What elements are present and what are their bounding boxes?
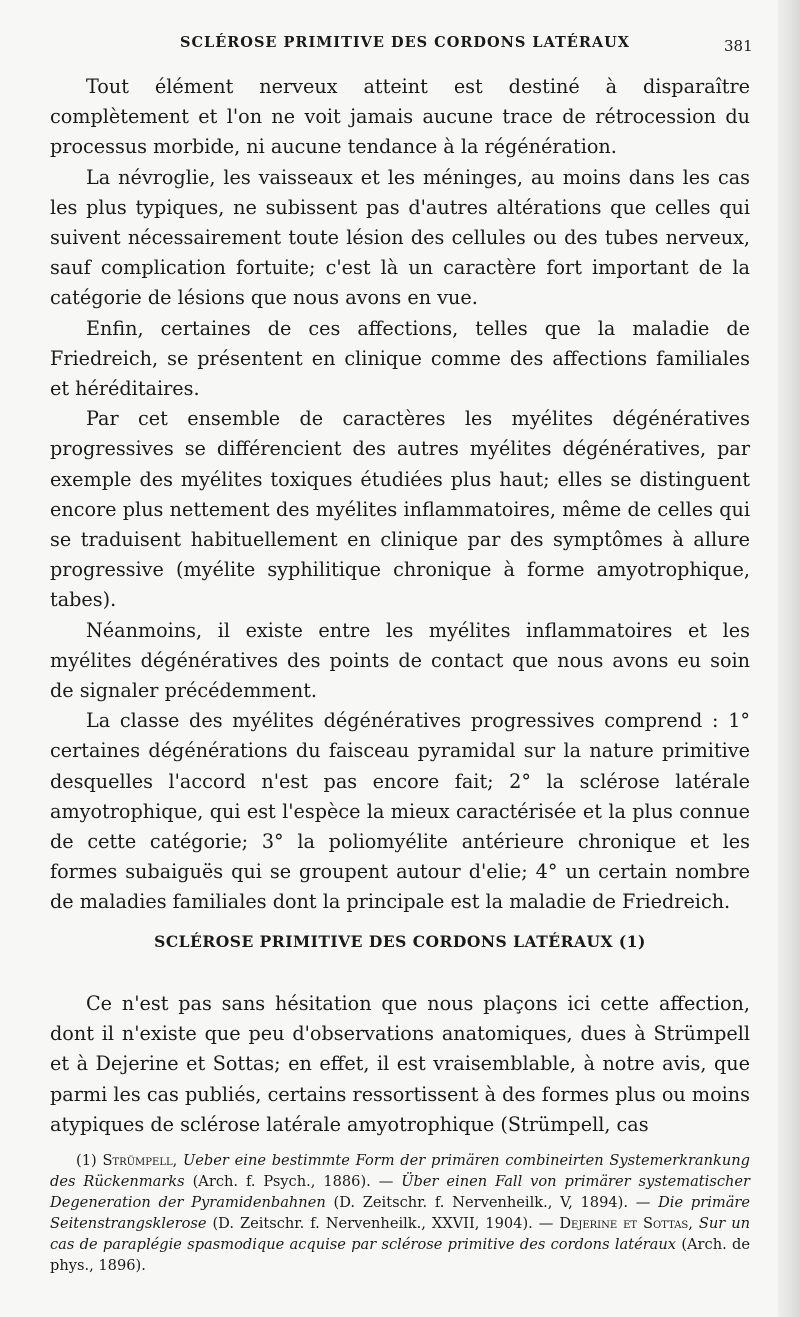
- footnote-source: (D. Zeitschr. f. Nervenheilk., V, 1894). —: [333, 1194, 651, 1211]
- section-text: [50, 989, 750, 1140]
- paragraph: Ce n'est pas sans hésitation que nous plaçons ici cette affection, dont il n'existe que peu d'observations anatomiques, dues à Strümpell et à Dejerine et Sottas; en effet, il est vraisemblable, à notre avis, que parmi les cas publiés, certains ressortissent à des formes plus ou moins atypiques de sclérose latérale amyotrophique (Strümpell, cas: [50, 992, 750, 1136]
- footnote-author: Strümpell,: [102, 1152, 178, 1169]
- page-edge-shadow: [778, 0, 800, 1317]
- paragraph: La classe des myélites dégénératives progressives comprend : 1° certaines dégénérations du faisceau pyramidal sur la nature primitive desquelles l'accord n'est pas encore fait; 2° la sclérose latérale amyotrophique, qui est l'espèce la mieux caractérisée et la plus connue de cette catégorie; 3° la poliomyélite antérieure chronique et les formes subaiguës qui se groupent autour d'elie; 4° un certain nombre de maladies familiales dont la principale est la maladie de Friedreich.: [50, 709, 750, 914]
- paragraph: Par cet ensemble de caractères les myélites dégénératives progressives se différencient des autres myélites dégénératives, par exemple des myélites toxiques étudiées plus haut; elles se distinguent encore plus nettement des myélites inflammatoires, même de celles qui se traduisent habituellement en clinique par des symptômes à allure progressive (myélite syphilitique chronique à forme amyotrophique, tabes).: [50, 407, 750, 612]
- footnote-source: (Arch. de phys., 1896).: [50, 1236, 751, 1274]
- footnote-source: (Arch. f. Psych., 1886). —: [192, 1173, 394, 1190]
- footnote-marker: (1): [76, 1152, 97, 1169]
- paragraph: Enfin, certaines de ces affections, telles que la maladie de Friedreich, se présentent en clinique comme des affections familiales et héréditaires.: [50, 316, 750, 401]
- footnote-source: (D. Zeitschr. f. Nervenheilk., XXVII, 1904). —: [212, 1215, 554, 1232]
- footnote: [50, 1150, 750, 1276]
- paragraph: Néanmoins, il existe entre les myélites inflammatoires et les myélites dégénératives des points de contact que nous avons eu soin de signaler précédemment.: [50, 618, 750, 703]
- paragraph: Tout élément nerveux atteint est destiné à disparaître complètement et l'on ne voit jamais aucune trace de rétrocession du processus morbide, ni aucune tendance à la régénération.: [50, 75, 750, 159]
- footnote-title: Ueber eine bestimmte Form der primären combineirten Systemerkrankung des Rückenmarks: [50, 1152, 751, 1190]
- page-number: 381: [724, 37, 753, 55]
- footnote-title: Die primäre Seitenstrangsklerose: [50, 1194, 751, 1232]
- paragraph: La névroglie, les vaisseaux et les méninges, au moins dans les cas les plus typiques, ne subissent pas d'autres altérations que celles qui suivent nécessairement toute lésion des cellules ou des tubes nerveux, sauf complication fortuite; c'est là un caractère fort important de la catégorie de lésions que nous avons en vue.: [50, 165, 750, 310]
- footnote-author: Dejerine et Sottas,: [559, 1215, 693, 1232]
- footnote-title: Über einen Fall von primärer systematischer Degeneration der Pyramidenbahnen: [50, 1173, 751, 1211]
- section-heading: SCLÉROSE PRIMITIVE DES CORDONS LATÉRAUX (1): [154, 932, 646, 951]
- main-text: [50, 72, 750, 918]
- footnote-title: Sur un cas de paraplégie spasmodique acquise par sclérose primitive des cordons latéraux: [50, 1215, 751, 1253]
- running-head: SCLÉROSE PRIMITIVE DES CORDONS LATÉRAUX: [180, 34, 631, 51]
